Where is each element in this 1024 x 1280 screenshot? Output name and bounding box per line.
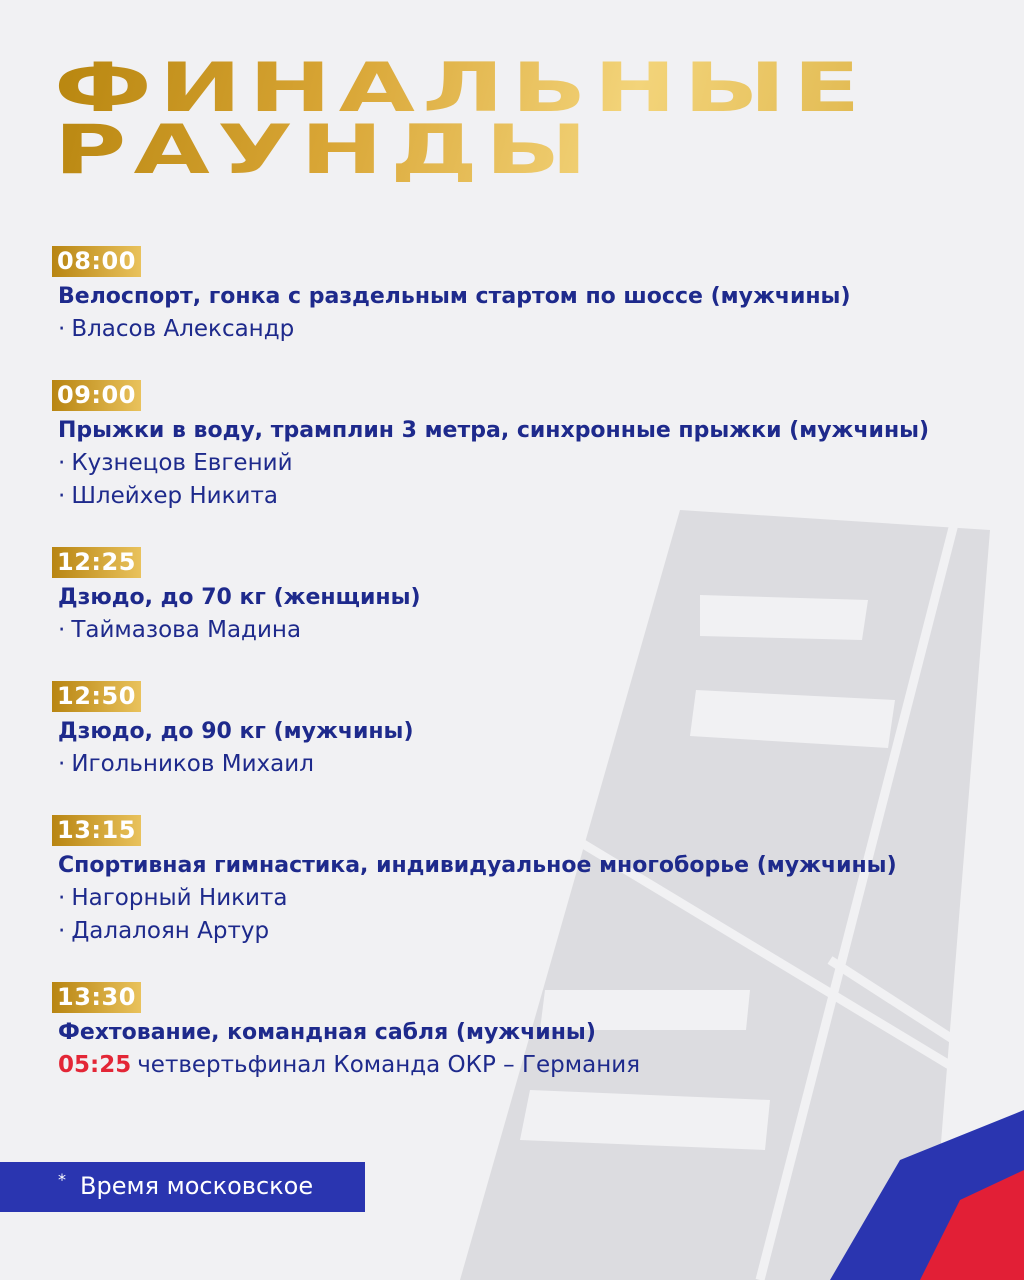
page-title <box>54 49 868 190</box>
athlete-name <box>58 481 929 512</box>
timezone-note <box>0 1162 365 1212</box>
athlete-name <box>58 615 421 646</box>
athlete-name <box>58 448 929 479</box>
event-item <box>52 380 929 512</box>
title-line-2: РАУНДЫ <box>54 111 595 190</box>
event-title: Прыжки в воду, трамплин 3 метра, синхронные прыжки (мужчины) <box>58 418 930 443</box>
athlete-name-text: Нагорный Никита <box>71 885 288 911</box>
athlete-name <box>58 314 851 345</box>
event-title: Дзюдо, до 90 кг (мужчины) <box>58 719 414 744</box>
athlete-name-text: Игольников Михаил <box>71 751 314 777</box>
time-badge: 13:30 <box>52 982 141 1013</box>
match-line <box>58 1050 640 1081</box>
event-item <box>52 982 640 1081</box>
athlete-name-text: Таймазова Мадина <box>71 617 302 643</box>
bullet-icon: · <box>58 483 66 509</box>
bullet-icon: · <box>58 751 66 777</box>
timezone-label: Время московское <box>80 1172 314 1200</box>
athlete-name <box>58 916 897 947</box>
athlete-name-text: Власов Александр <box>71 316 295 342</box>
event-item <box>52 681 414 780</box>
title-line-1: ФИНАЛЬНЫЕ <box>54 49 868 128</box>
event-title: Фехтование, командная сабля (мужчины) <box>58 1020 596 1045</box>
bullet-icon: · <box>58 316 66 342</box>
athlete-name <box>58 883 897 914</box>
match-description: четвертьфинал Команда ОКР – Германия <box>137 1052 641 1078</box>
bullet-icon: · <box>58 918 66 944</box>
event-title: Велоспорт, гонка с раздельным стартом по шоссе (мужчины) <box>58 284 851 309</box>
event-item <box>52 815 897 947</box>
asterisk-icon: * <box>58 1170 66 1189</box>
event-title: Дзюдо, до 70 кг (женщины) <box>58 585 421 610</box>
time-badge: 09:00 <box>52 380 141 411</box>
athlete-name-text: Шлейхер Никита <box>71 483 278 509</box>
match-time: 05:25 <box>58 1052 132 1078</box>
athlete-name <box>58 749 414 780</box>
time-badge: 12:25 <box>52 547 141 578</box>
time-badge: 12:50 <box>52 681 141 712</box>
athlete-name-text: Кузнецов Евгений <box>71 450 293 476</box>
bullet-icon: · <box>58 617 66 643</box>
event-item <box>52 246 851 345</box>
athlete-name-text: Далалоян Артур <box>71 918 270 944</box>
time-badge: 13:15 <box>52 815 141 846</box>
time-badge: 08:00 <box>52 246 141 277</box>
event-title: Спортивная гимнастика, индивидуальное многоборье (мужчины) <box>58 853 897 878</box>
bullet-icon: · <box>58 885 66 911</box>
event-item <box>52 547 421 646</box>
bullet-icon: · <box>58 450 66 476</box>
